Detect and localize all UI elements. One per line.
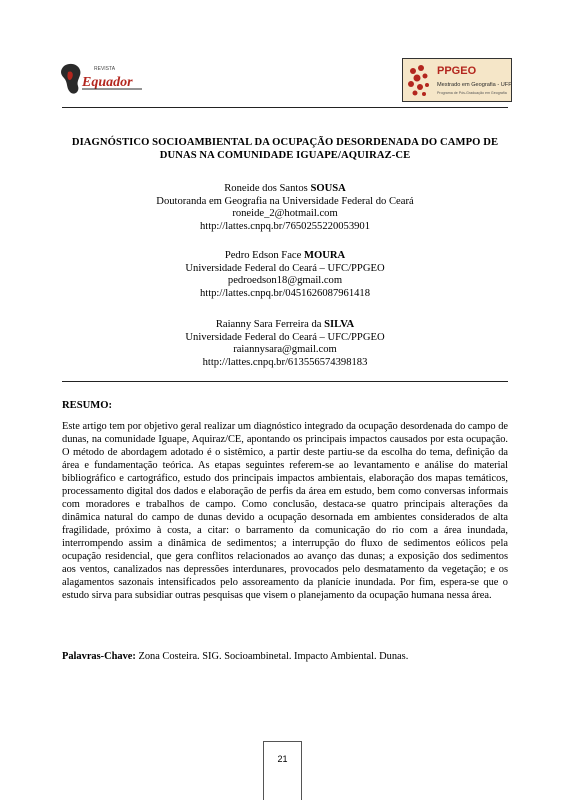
author-email[interactable]: pedroedson18@gmail.com bbox=[227, 275, 343, 287]
author-name: Raianny Sara Ferreira da SILVA bbox=[215, 319, 355, 330]
equador-logo-icon bbox=[58, 58, 146, 98]
keywords-text: Zona Costeira. SIG. Socioambinetal. Impacto Ambiental. Dunas. bbox=[135, 651, 409, 662]
author-affiliation: Universidade Federal do Ceará – UFC/PPGEO bbox=[185, 262, 385, 274]
section-divider bbox=[62, 381, 508, 382]
ppgeo-logo-icon bbox=[403, 59, 511, 101]
abstract-heading: RESUMO: bbox=[62, 400, 113, 411]
author-lattes-link[interactable]: http://lattes.cnpq.br/613556574398183 bbox=[202, 356, 368, 368]
author-lattes-link[interactable]: http://lattes.cnpq.br/7650255220053901 bbox=[199, 220, 371, 232]
author-affiliation: Universidade Federal do Ceará – UFC/PPGEO bbox=[185, 331, 385, 343]
svg-text:Mestrado em Geografia - UFPI: Mestrado em Geografia - UFPI bbox=[437, 82, 511, 88]
author-name: Pedro Edson Face MOURA bbox=[224, 250, 346, 261]
svg-text:Equador: Equador bbox=[82, 75, 133, 90]
svg-text:Programa de Pós-Graduação em G: Programa de Pós-Graduação em Geografia bbox=[437, 91, 507, 95]
author-name: Roneide dos Santos SOUSA bbox=[224, 183, 346, 194]
keywords bbox=[62, 650, 508, 663]
author-lattes-link[interactable]: http://lattes.cnpq.br/0451626087961418 bbox=[199, 287, 371, 299]
author-affiliation: Doutoranda em Geografia na Universidade Federal do Ceará bbox=[156, 195, 414, 207]
page-number-box bbox=[263, 741, 302, 800]
header-divider bbox=[62, 107, 508, 108]
author-block bbox=[90, 319, 480, 369]
author-block bbox=[90, 183, 480, 233]
keywords-label: Palavras-Chave: bbox=[62, 651, 136, 662]
page-number: 21 bbox=[277, 754, 288, 764]
svg-text:REVISTA: REVISTA bbox=[94, 66, 116, 72]
author-email[interactable]: raiannysara@gmail.com bbox=[233, 344, 337, 356]
author-email[interactable]: roneide_2@hotmail.com bbox=[232, 208, 338, 220]
paper-title: DIAGNÓSTICO SOCIOAMBIENTAL DA OCUPAÇÃO DESORDENADA DO CAMPO DE DUNAS NA COMUNIDADE IGUAPE/AQUIRAZ-CE bbox=[71, 137, 499, 161]
abstract-text: Este artigo tem por objetivo geral realizar um diagnóstico integrado da ocupação desordenada do campo de dunas, na comunidade Iguape, Aquiraz/CE, apontando os principais impactos causados por esta ocupação. O método de abordagem adotado é o sistêmico, a partir deste partiu-se da escolha do tema, definição da área e fundamentação teórica. As etapas seguintes referem-se ao levantamento e análise do material bibliográfico e cartográfico, estudo dos principais impactos ambientais, elaboração dos mapas temáticos, processamento digital dos dados e elaboração de perfis da área em estudo, bem como conversas informais com moradores e trabalhos de campo. Como conclusão, destaca-se quatro principais alterações da dinâmica natural do campo de dunas devido a ocupação desornada em ambientes considerados de alta fragilidade, próximo à costa, a citar: o barramento da comunicação do rio com a área inundada, interrompendo assim a dinâmica de sedimentos; a interrupção do fluxo de sedimentos eólicos pela ocupação residencial, que gera conflitos relacionados ao avanço das dunas; a exposição dos sedimentos aos ventos, canalizados nas depressões interdunares, provocados pelo desmatamento da vegetação; e os alagamentos sazonais intensificados pelo assoreamento da planície inundada. Por fim, espera-se que o estudo sirva para subsidiar outras pesquisas que visem o planejamento da ocupação humana nessa área. bbox=[62, 421, 508, 601]
svg-text:PPGEO: PPGEO bbox=[437, 65, 477, 77]
author-block bbox=[90, 250, 480, 300]
journal-logo-equador bbox=[58, 58, 146, 98]
ppgeo-logo bbox=[402, 58, 512, 102]
